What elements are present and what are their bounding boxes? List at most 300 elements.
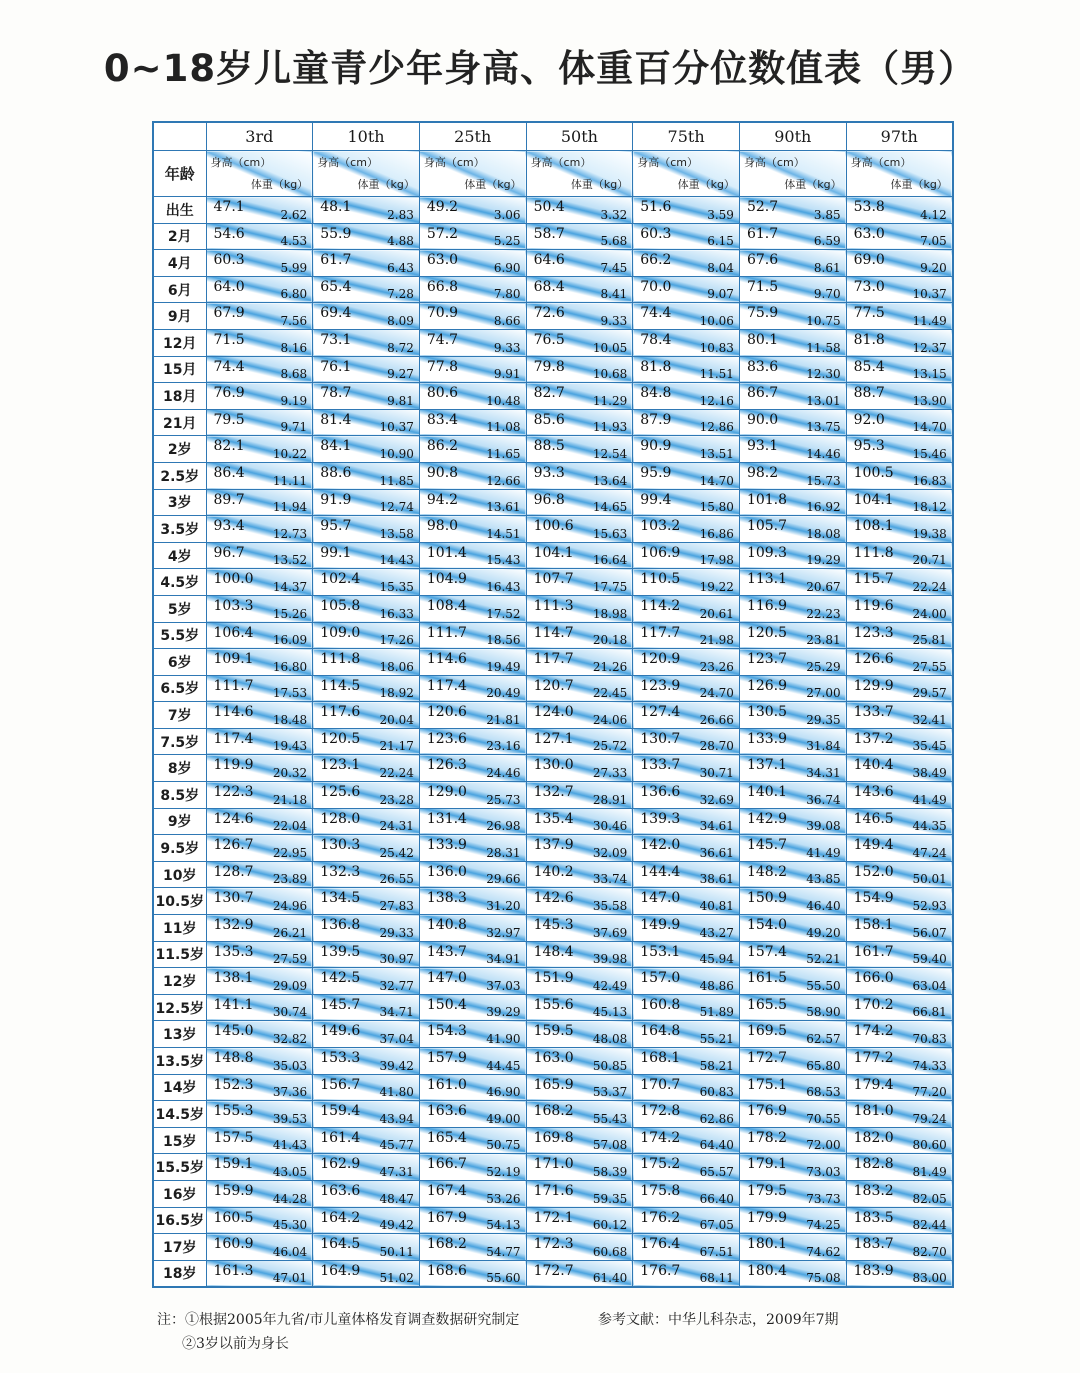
height-value: 148.8 [213, 1050, 254, 1066]
value-cell [419, 702, 526, 729]
weight-value: 29.57 [912, 686, 947, 701]
weight-value: 66.40 [699, 1191, 734, 1206]
weight-value: 2.83 [387, 207, 414, 222]
weight-value: 63.04 [912, 978, 947, 993]
weight-value: 20.18 [592, 633, 628, 648]
height-value: 150.9 [746, 890, 788, 907]
height-value: 95.7 [320, 518, 352, 535]
value-cell [313, 356, 420, 383]
height-value: 89.7 [213, 491, 245, 508]
value-cell [739, 569, 846, 596]
height-value: 162.9 [320, 1156, 361, 1173]
value-cell [526, 782, 633, 809]
value-cell [419, 1127, 526, 1154]
value-cell [846, 728, 953, 755]
weight-unit-label: 体重（kg） [357, 178, 415, 191]
height-value: 180.4 [746, 1262, 788, 1279]
height-value: 165.9 [533, 1076, 574, 1093]
height-value: 129.9 [853, 677, 894, 694]
weight-value: 25.81 [912, 633, 947, 648]
weight-value: 39.42 [379, 1058, 414, 1073]
table-row [153, 622, 953, 649]
value-cell [206, 542, 313, 569]
height-value: 72.6 [533, 305, 565, 322]
weight-value: 53.37 [592, 1085, 628, 1100]
height-unit-label: 身高（cm） [637, 156, 699, 169]
value-cell [739, 675, 846, 702]
value-cell [526, 1127, 633, 1154]
height-value: 113.1 [746, 571, 788, 588]
height-value: 128.7 [213, 863, 254, 880]
weight-value: 41.80 [379, 1085, 414, 1100]
height-value: 139.5 [320, 943, 361, 960]
value-cell [633, 595, 740, 622]
value-cell [313, 649, 420, 676]
height-value: 76.5 [533, 331, 565, 348]
weight-value: 48.86 [699, 978, 734, 993]
weight-value: 31.20 [486, 899, 521, 914]
height-value: 166.0 [853, 970, 894, 987]
height-value: 153.1 [640, 943, 681, 960]
weight-value: 52.19 [486, 1164, 521, 1179]
weight-value: 3.06 [493, 207, 521, 222]
value-cell [846, 808, 953, 835]
value-cell [526, 835, 633, 862]
height-value: 166.7 [426, 1156, 467, 1173]
height-unit-label: 身高（cm） [423, 156, 485, 169]
value-cell [206, 383, 313, 410]
value-cell [526, 569, 633, 596]
value-cell [526, 755, 633, 782]
height-value: 66.2 [640, 252, 672, 269]
height-value: 141.1 [213, 996, 254, 1013]
weight-value: 9.33 [600, 313, 628, 328]
height-value: 93.3 [533, 464, 565, 481]
weight-value: 24.96 [272, 899, 308, 914]
weight-value: 50.85 [592, 1058, 628, 1073]
height-value: 153.3 [320, 1050, 361, 1066]
value-cell [419, 303, 526, 330]
value-cell [419, 516, 526, 543]
value-cell [633, 1180, 740, 1207]
table-row [153, 489, 953, 516]
height-value: 111.8 [320, 651, 361, 668]
value-cell [846, 1021, 953, 1048]
height-value: 116.9 [746, 597, 788, 614]
weight-value: 70.83 [912, 1032, 947, 1046]
table-row [153, 250, 953, 277]
weight-value: 9.07 [707, 287, 734, 302]
value-cell [633, 1260, 740, 1287]
height-value: 157.0 [640, 970, 681, 987]
value-cell [206, 968, 313, 995]
value-cell [313, 1207, 420, 1234]
weight-value: 22.24 [912, 579, 947, 594]
value-cell [419, 1048, 526, 1075]
weight-value: 11.93 [592, 420, 628, 435]
height-value: 169.5 [746, 1023, 788, 1040]
height-value: 175.8 [640, 1182, 681, 1199]
weight-value: 10.22 [272, 446, 308, 461]
weight-value: 16.80 [272, 659, 308, 674]
age-label: 12岁 [153, 968, 206, 995]
weight-value: 21.98 [699, 633, 734, 648]
value-cell [526, 1101, 633, 1128]
height-value: 91.9 [320, 491, 352, 508]
height-value: 93.1 [746, 438, 779, 455]
table-row [153, 861, 953, 888]
weight-value: 20.04 [379, 712, 414, 727]
height-value: 174.2 [853, 1023, 894, 1040]
weight-value: 15.80 [699, 500, 734, 515]
height-value: 58.7 [533, 225, 565, 242]
weight-unit-label: 体重（kg） [250, 178, 309, 191]
value-cell [206, 1207, 313, 1234]
weight-value: 24.00 [912, 606, 947, 621]
weight-value: 22.24 [379, 766, 414, 781]
height-value: 103.2 [640, 518, 681, 535]
height-value: 87.9 [640, 411, 672, 428]
value-cell [419, 915, 526, 942]
height-value: 179.4 [853, 1076, 894, 1093]
weight-value: 6.80 [280, 287, 308, 302]
value-cell [206, 595, 313, 622]
height-value: 90.0 [746, 411, 779, 428]
height-value: 123.7 [746, 651, 788, 668]
value-cell [419, 782, 526, 809]
age-label: 出生 [153, 197, 206, 224]
weight-value: 26.21 [272, 925, 308, 940]
table-row [153, 808, 953, 835]
height-value: 130.3 [320, 837, 361, 854]
height-value: 108.4 [426, 597, 467, 614]
height-value: 164.9 [320, 1262, 361, 1279]
height-value: 79.5 [213, 411, 245, 428]
table-row [153, 782, 953, 809]
weight-value: 51.89 [699, 1005, 734, 1020]
value-cell [206, 1048, 313, 1075]
weight-value: 3.85 [813, 207, 841, 222]
value-cell [633, 1021, 740, 1048]
weight-value: 24.70 [699, 686, 734, 701]
value-cell [313, 808, 420, 835]
value-cell [846, 1154, 953, 1181]
value-cell [526, 994, 633, 1021]
value-cell [313, 994, 420, 1021]
height-value: 57.2 [426, 225, 459, 242]
age-label: 7.5岁 [153, 728, 206, 755]
value-cell [526, 1154, 633, 1181]
value-cell [739, 303, 846, 330]
height-value: 148.2 [746, 863, 788, 880]
weight-value: 47.31 [379, 1164, 414, 1179]
height-value: 120.5 [746, 624, 788, 641]
weight-value: 12.66 [486, 473, 521, 488]
value-cell [313, 595, 420, 622]
weight-value: 5.99 [280, 260, 308, 275]
value-cell [313, 835, 420, 862]
weight-value: 80.60 [912, 1138, 947, 1153]
weight-value: 13.64 [592, 473, 628, 488]
value-cell [739, 489, 846, 516]
value-cell [313, 197, 420, 224]
value-cell [206, 1260, 313, 1287]
weight-value: 67.51 [699, 1244, 734, 1259]
weight-value: 16.83 [912, 473, 947, 488]
value-cell [739, 197, 846, 224]
height-value: 102.4 [320, 571, 361, 588]
weight-value: 22.45 [592, 686, 628, 701]
weight-value: 22.95 [272, 845, 308, 860]
height-value: 132.9 [213, 917, 254, 934]
height-value: 168.2 [533, 1103, 574, 1120]
weight-value: 74.62 [806, 1244, 841, 1259]
weight-value: 9.91 [493, 367, 521, 382]
weight-value: 47.01 [272, 1270, 308, 1285]
height-value: 183.7 [853, 1236, 894, 1253]
weight-value: 9.19 [280, 393, 308, 408]
value-cell [313, 1260, 420, 1287]
height-value: 76.1 [320, 358, 352, 375]
weight-value: 20.32 [272, 766, 308, 781]
height-value: 147.0 [426, 970, 467, 987]
value-cell [419, 835, 526, 862]
weight-value: 19.29 [806, 553, 841, 568]
weight-value: 44.28 [272, 1191, 308, 1206]
weight-value: 55.50 [806, 978, 841, 993]
value-cell [526, 516, 633, 543]
value-cell [206, 409, 313, 436]
weight-value: 6.59 [813, 234, 841, 249]
height-value: 143.6 [853, 784, 894, 801]
weight-value: 15.63 [592, 526, 628, 541]
height-value: 76.9 [213, 385, 245, 402]
value-cell [526, 303, 633, 330]
height-value: 80.1 [746, 331, 779, 348]
height-value: 126.9 [746, 677, 788, 694]
height-value: 161.5 [746, 970, 788, 987]
height-value: 182.0 [853, 1129, 894, 1146]
height-value: 63.0 [853, 225, 885, 242]
table-row [153, 1127, 953, 1154]
table-row [153, 329, 953, 356]
height-value: 74.7 [426, 331, 459, 348]
percentile-header: 3rd [206, 122, 313, 151]
weight-value: 15.26 [272, 606, 308, 621]
age-label: 5岁 [153, 595, 206, 622]
height-value: 146.5 [853, 810, 894, 827]
height-value: 179.1 [746, 1156, 788, 1173]
weight-value: 10.37 [379, 420, 414, 435]
value-cell [846, 383, 953, 410]
value-cell [206, 915, 313, 942]
height-value: 127.1 [533, 730, 574, 747]
weight-value: 57.08 [592, 1138, 628, 1153]
height-value: 86.4 [213, 464, 245, 481]
weight-value: 42.49 [592, 978, 628, 993]
weight-value: 41.43 [272, 1138, 308, 1153]
value-cell [419, 861, 526, 888]
value-cell [846, 489, 953, 516]
height-value: 149.6 [320, 1023, 361, 1040]
value-cell [313, 516, 420, 543]
height-value: 122.3 [213, 784, 254, 801]
weight-value: 8.09 [387, 313, 414, 328]
weight-value: 82.44 [912, 1218, 947, 1233]
value-cell [526, 1074, 633, 1101]
height-value: 111.8 [853, 544, 894, 561]
height-value: 172.8 [640, 1103, 681, 1120]
value-cell [846, 1074, 953, 1101]
height-value: 152.3 [213, 1076, 254, 1093]
value-cell [419, 595, 526, 622]
weight-value: 45.94 [699, 952, 734, 967]
table-row [153, 569, 953, 596]
value-cell [313, 782, 420, 809]
value-cell [846, 595, 953, 622]
weight-value: 25.73 [486, 792, 521, 807]
value-cell [846, 1207, 953, 1234]
height-value: 117.7 [640, 624, 681, 641]
table-row [153, 755, 953, 782]
height-value: 114.6 [426, 651, 467, 668]
value-cell [419, 436, 526, 463]
weight-unit-label: 体重（kg） [464, 178, 522, 191]
value-cell [313, 1180, 420, 1207]
weight-value: 17.26 [379, 633, 414, 648]
age-label: 16.5岁 [153, 1207, 206, 1234]
height-value: 145.7 [746, 837, 788, 854]
height-value: 145.7 [320, 996, 361, 1013]
height-value: 75.9 [746, 305, 779, 322]
value-cell [419, 649, 526, 676]
value-cell [739, 329, 846, 356]
table-row [153, 409, 953, 436]
value-cell [206, 1074, 313, 1101]
value-cell [206, 436, 313, 463]
weight-value: 73.73 [806, 1191, 841, 1206]
weight-value: 9.20 [920, 260, 947, 275]
value-cell [526, 861, 633, 888]
weight-value: 36.61 [699, 845, 734, 860]
weight-value: 26.55 [379, 872, 414, 887]
weight-value: 27.59 [272, 952, 308, 967]
table-row [153, 941, 953, 968]
height-value: 154.3 [426, 1023, 467, 1040]
weight-value: 6.15 [707, 234, 734, 249]
weight-value: 13.01 [806, 393, 841, 408]
percentile-header-row [153, 122, 953, 151]
height-unit-label: 身高（cm） [743, 156, 805, 169]
table-row [153, 702, 953, 729]
table-row [153, 888, 953, 915]
weight-value: 58.21 [699, 1058, 734, 1073]
weight-value: 17.52 [486, 606, 521, 621]
weight-value: 75.08 [806, 1270, 841, 1285]
height-value: 120.9 [640, 651, 681, 668]
value-cell [739, 276, 846, 303]
height-value: 155.3 [213, 1103, 254, 1120]
weight-value: 3.32 [600, 207, 628, 222]
value-cell [633, 1234, 740, 1261]
weight-value: 46.04 [272, 1244, 308, 1259]
height-value: 79.8 [533, 358, 565, 375]
weight-value: 55.43 [592, 1111, 628, 1126]
age-label: 2月 [153, 223, 206, 250]
age-label: 14岁 [153, 1074, 206, 1101]
weight-value: 61.40 [592, 1270, 628, 1285]
value-cell [846, 968, 953, 995]
value-cell [206, 755, 313, 782]
height-value: 60.3 [640, 225, 672, 242]
height-value: 164.8 [640, 1023, 681, 1040]
value-cell [206, 941, 313, 968]
weight-value: 29.33 [379, 925, 414, 940]
value-cell [206, 675, 313, 702]
weight-value: 9.70 [813, 287, 841, 302]
height-value: 73.1 [320, 331, 352, 348]
height-value: 151.9 [533, 970, 574, 987]
value-cell [206, 808, 313, 835]
height-value: 54.6 [213, 225, 245, 242]
height-value: 66.8 [426, 278, 459, 295]
value-cell [633, 197, 740, 224]
value-cell [846, 915, 953, 942]
value-cell [633, 994, 740, 1021]
weight-value: 34.91 [486, 952, 521, 967]
weight-value: 34.71 [379, 1005, 414, 1020]
weight-value: 20.49 [486, 686, 521, 701]
value-cell [419, 622, 526, 649]
table-row [153, 197, 953, 224]
weight-value: 29.35 [806, 712, 841, 727]
age-label: 9.5岁 [153, 835, 206, 862]
weight-value: 68.53 [806, 1085, 841, 1100]
weight-value: 8.68 [280, 367, 308, 382]
height-value: 109.1 [213, 651, 254, 668]
height-value: 159.9 [213, 1182, 254, 1199]
height-value: 101.8 [746, 491, 788, 508]
height-value: 106.9 [640, 544, 681, 561]
weight-value: 17.98 [699, 553, 734, 568]
weight-value: 23.16 [486, 739, 521, 754]
height-value: 48.1 [320, 199, 352, 215]
height-value: 157.4 [746, 943, 788, 960]
height-value: 82.1 [213, 438, 245, 455]
height-value: 127.4 [640, 704, 681, 721]
unit-header [206, 151, 313, 197]
age-label: 7岁 [153, 702, 206, 729]
height-value: 98.2 [746, 464, 779, 481]
height-value: 74.4 [640, 305, 672, 322]
height-value: 92.0 [853, 411, 885, 428]
value-cell [846, 356, 953, 383]
weight-value: 8.41 [600, 287, 628, 302]
unit-header [526, 151, 633, 197]
weight-value: 56.07 [912, 925, 947, 940]
age-label: 13.5岁 [153, 1048, 206, 1075]
height-value: 101.4 [426, 544, 467, 561]
height-value: 67.6 [746, 252, 779, 269]
weight-value: 14.51 [486, 526, 521, 541]
weight-value: 24.06 [592, 712, 628, 727]
value-cell [419, 1101, 526, 1128]
value-cell [846, 994, 953, 1021]
height-value: 176.4 [640, 1236, 681, 1253]
value-cell [739, 968, 846, 995]
weight-value: 50.11 [379, 1244, 414, 1259]
weight-value: 19.22 [699, 579, 734, 594]
